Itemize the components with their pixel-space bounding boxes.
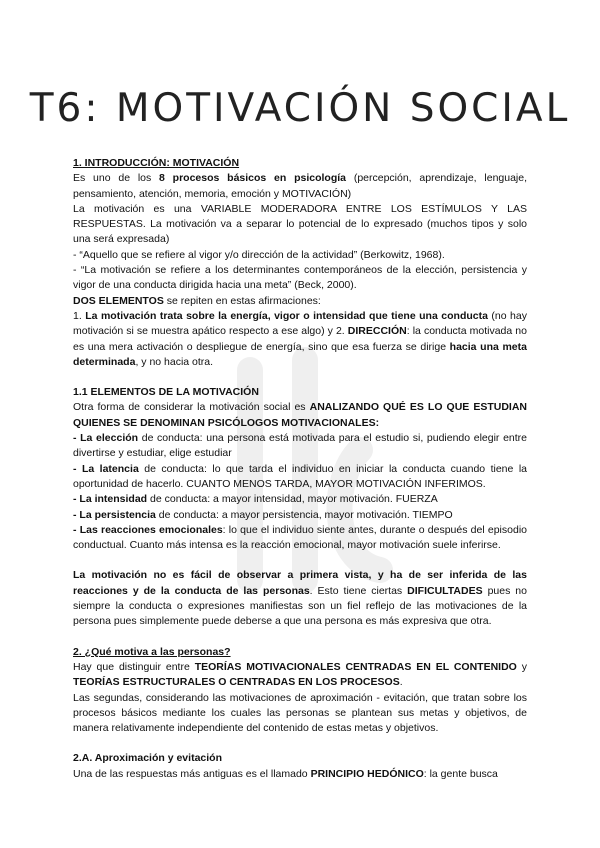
section-heading-elementos: 1.1 ELEMENTOS DE LA MOTIVACIÓN [73, 386, 259, 399]
paragraph: 1. La motivación trata sobre la energía, vigor o intensidad que tiene una conducta (no hay motivación si se muestra apático respecto a ese algo) y 2. DIRECCIÓN: la conducta motivada no es una mera activación o despliegue de energía, sino que esa fuerza se dirige hacia una meta determinada, y no hacia otra. [73, 309, 527, 368]
quote-berkowitz: - “Aquello que se refiere al vigor y/o dirección de la actividad” (Berkowitz, 1968). [73, 248, 445, 261]
quote-beck: - “La motivación se refiere a los determinantes contemporáneos de la elección, persistencia y vigor de una conducta dirigida hacia una meta” (Beck, 2000). [73, 264, 527, 292]
paragraph: Es uno de los 8 procesos básicos en psicología (percepción, aprendizaje, lenguaje, pensamiento, atención, memoria, emoción y MOTIVACIÓN) [73, 172, 528, 200]
paragraph: Las segundas, considerando las motivaciones de aproximación - evitación, que tratan sobre los procesos básicos mediante los cuales las personas se plantean sus metas y objetivos, de manera relativamente independiente del contenido de estas metas y objetivos. [73, 691, 527, 735]
list-item: - La persistencia de conducta: a mayor persistencia, mayor motivación. TIEMPO [73, 508, 453, 521]
paragraph: Otra forma de considerar la motivación social es ANALIZANDO QUÉ ES LO QUE ESTUDIAN QUIENES SE DENOMINAN PSICÓLOGOS MOTIVACIONALES: [73, 401, 527, 429]
list-item: - Las reacciones emocionales: lo que el individuo siente antes, durante o después del episodio conductual. Cuanto más intensa es la reacción emocional, mayor motivación suele inferirse. [73, 523, 527, 552]
section-heading-aproximacion: 2.A. Aproximación y evitación [73, 752, 222, 765]
document-body [73, 156, 527, 782]
section-heading-que-motiva: 2. ¿Qué motiva a las personas? [73, 645, 231, 658]
list-item: - La intensidad de conducta: a mayor intensidad, mayor motivación. FUERZA [73, 493, 438, 506]
paragraph: Hay que distinguir entre TEORÍAS MOTIVACIONALES CENTRADAS EN EL CONTENIDO y TEORÍAS ESTRUCTURALES O CENTRADAS EN LOS PROCESOS. [73, 660, 527, 689]
list-item: - La elección de conducta: una persona está motivada para el estudio si, pudiendo elegir entre divertirse y estudiar, elige estudiar [73, 432, 528, 460]
section-heading-introduccion: 1. INTRODUCCIÓN: MOTIVACIÓN [73, 157, 240, 169]
list-item: - La latencia de conducta: lo que tarda el individuo en iniciar la conducta cuando tiene la oportunidad de hacerlo. CUANTO MENOS TARDA, MAYOR MOTIVACIÓN INFERIMOS. [73, 462, 527, 490]
paragraph: DOS ELEMENTOS se repiten en estas afirmaciones: [73, 294, 321, 307]
document-title: T6: MOTIVACIÓN SOCIAL [29, 86, 571, 131]
paragraph: La motivación no es fácil de observar a primera vista, y ha de ser inferida de las reacciones y de la conducta de las personas. Esto tiene ciertas DIFICULTADES pues no siempre la conducta o expresiones manifiestas son un fiel reflejo de las motivaciones de la persona pues simplemente puede deberse a que una persona es más expresiva que otra. [73, 569, 527, 628]
paragraph: Una de las respuestas más antiguas es el llamado PRINCIPIO HEDÓNICO: la gente busca [73, 767, 498, 780]
paragraph: La motivación es una VARIABLE MODERADORA ENTRE LOS ESTÍMULOS Y LAS RESPUESTAS. La motivación va a separar lo potencial de lo expresado (muchos tipos y solo una será expresada) [73, 202, 527, 246]
